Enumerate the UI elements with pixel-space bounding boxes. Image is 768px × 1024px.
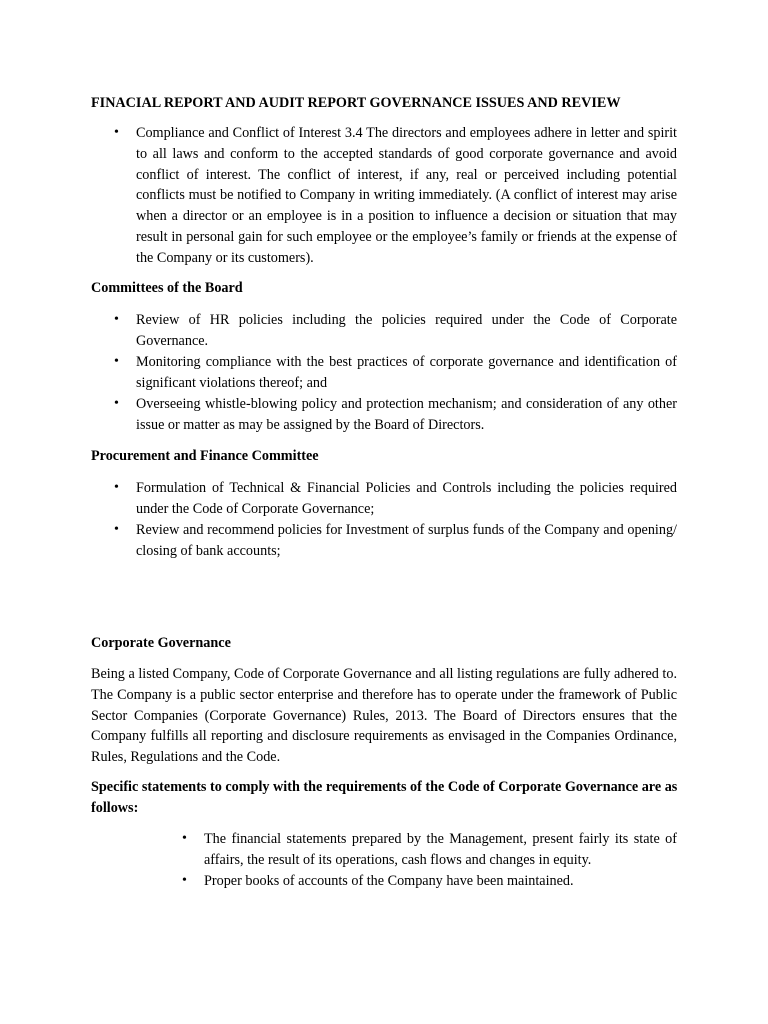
bullet-icon: • xyxy=(182,831,187,846)
procurement-heading: Procurement and Finance Committee xyxy=(91,448,319,464)
list-item xyxy=(114,394,677,436)
procurement-list xyxy=(114,478,677,562)
list-item xyxy=(114,478,677,520)
corporate-governance-paragraph: Being a listed Company, Code of Corporate Governance and all listing regulations are fully adhered to. The Company is a public sector enterprise and therefore has to operate under the framework of Public Sector Companies (Corporate Governance) Rules, 2013. The Board of Directors ensures that the Company fulfills all reporting and disclosure requirements as envisaged in the Companies Ordinance, Rules, Regulations and the Code. xyxy=(91,666,677,766)
bullet-icon: • xyxy=(114,521,119,537)
corporate-governance-heading: Corporate Governance xyxy=(91,635,231,651)
specific-statements-list xyxy=(182,829,677,892)
list-item-text: Review and recommend policies for Investment of surplus funds of the Company and opening/ closing of bank accounts; xyxy=(136,521,677,559)
list-item-text: Review of HR policies including the policies required under the Code of Corporate Governance. xyxy=(136,312,677,349)
list-item-text: Monitoring compliance with the best practices of corporate governance and identification of significant violations thereof; and xyxy=(136,353,677,391)
bullet-icon: • xyxy=(182,872,187,888)
bullet-icon: • xyxy=(114,480,119,495)
list-item xyxy=(114,310,677,352)
list-item-text: Formulation of Technical & Financial Policies and Controls including the policies required under the Code of Corporate Governance; xyxy=(136,480,677,517)
page-title: FINACIAL REPORT AND AUDIT REPORT GOVERNANCE ISSUES AND REVIEW xyxy=(91,95,621,111)
list-item xyxy=(182,829,677,871)
bullet-icon: • xyxy=(114,353,119,369)
committees-heading: Committees of the Board xyxy=(91,280,243,296)
list-item xyxy=(114,352,677,394)
list-item-text: The financial statements prepared by the Management, present fairly its state of affairs, the result of its operations, cash flows and changes in equity. xyxy=(204,831,677,868)
committees-list xyxy=(114,310,677,436)
bullet-icon: • xyxy=(114,312,119,327)
list-item xyxy=(114,123,677,269)
list-item xyxy=(182,871,677,892)
bullet-icon: • xyxy=(114,395,119,411)
intro-list xyxy=(114,123,677,269)
list-item-text: Compliance and Conflict of Interest 3.4 The directors and employees adhere in letter and spirit to all laws and conform to the accepted standards of good corporate governance and avoid conflict of interest. The conflict of interest, if any, real or perceived including potential conflicts must be notified to Company in writing immediately. (A conflict of interest may arise when a director or an employee is in a position to influence a decision or situation that may result in personal gain for such employee or the employee’s family or friends at the expense of the Company or its customers). xyxy=(136,125,677,266)
list-item-text: Overseeing whistle-blowing policy and protection mechanism; and consideration of any other issue or matter as may be assigned by the Board of Directors. xyxy=(136,395,677,433)
list-item xyxy=(114,520,677,562)
specific-statements-heading: Specific statements to comply with the requirements of the Code of Corporate Governance are as follows: xyxy=(91,779,678,816)
list-item-text: Proper books of accounts of the Company have been maintained. xyxy=(204,872,574,889)
bullet-icon: • xyxy=(114,125,119,140)
